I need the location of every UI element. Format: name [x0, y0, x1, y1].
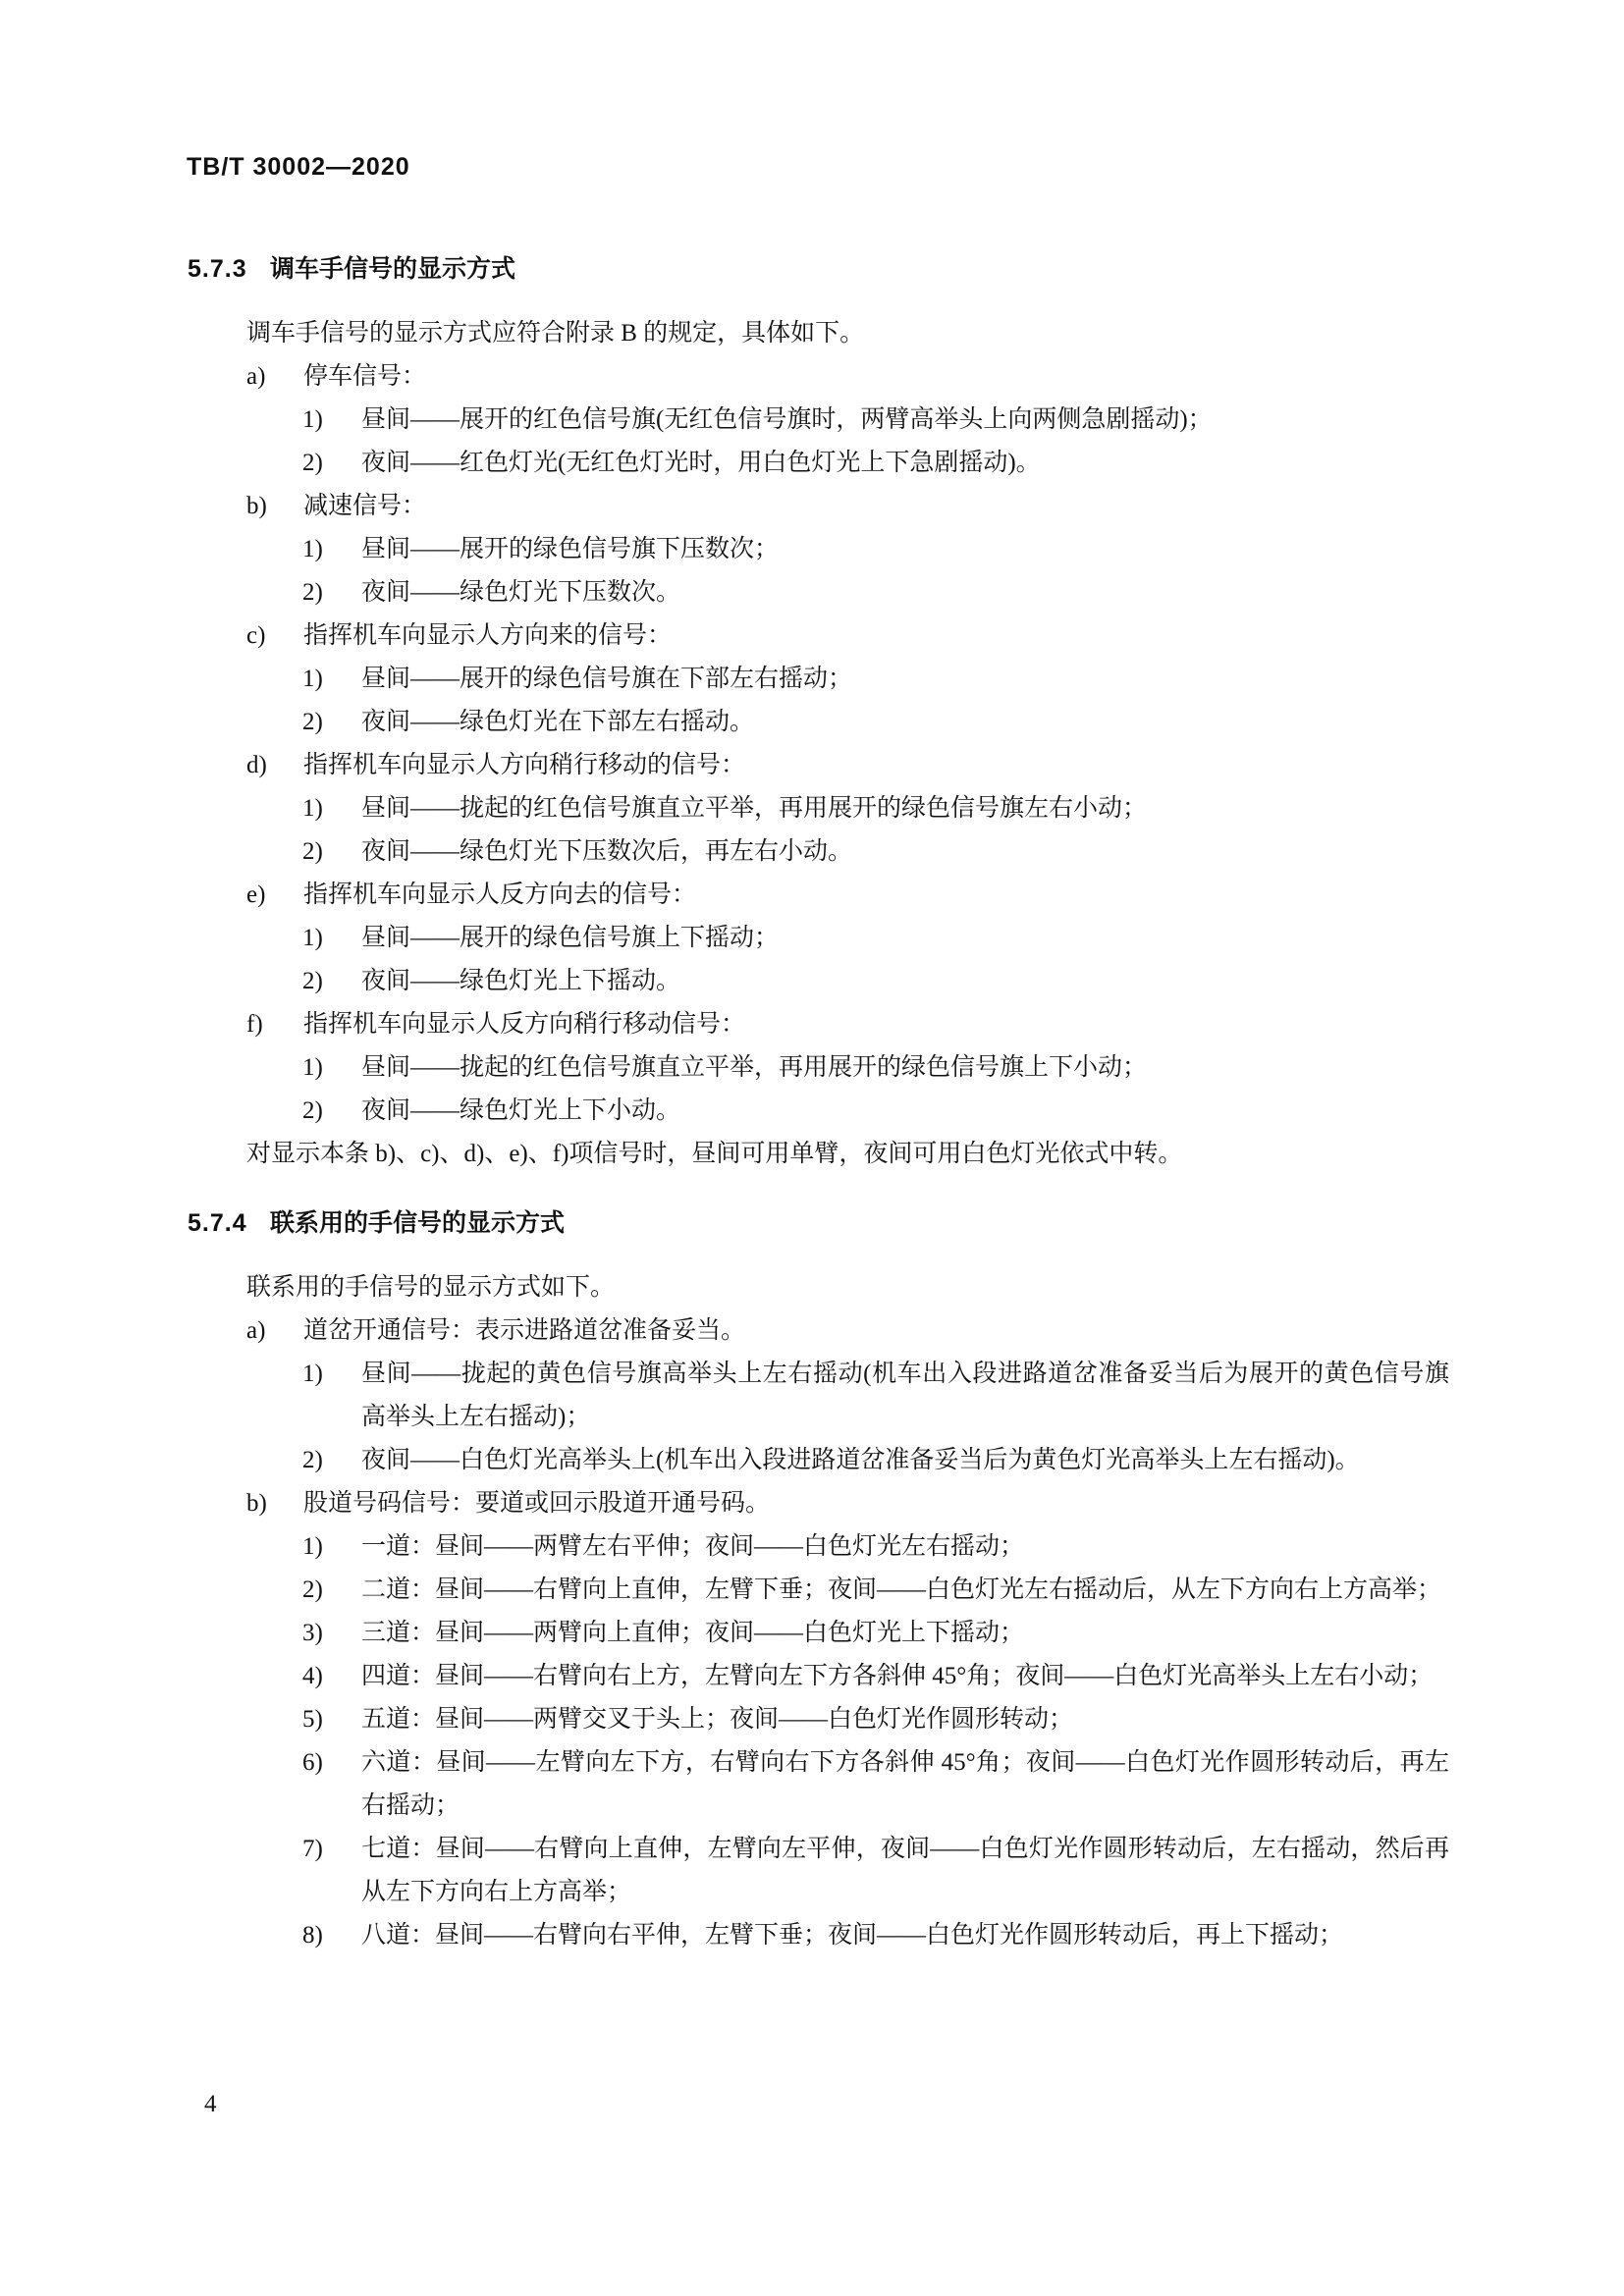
- sub-list-item: [188, 1439, 1449, 1482]
- list-item: [188, 485, 1449, 528]
- sub-item-label: 2): [302, 968, 323, 994]
- sub-list-item: [188, 442, 1449, 485]
- item-label: a): [246, 1317, 266, 1344]
- sub-item-text: 昼间——拢起的红色信号旗直立平举，再用展开的绿色信号旗左右小动；: [361, 795, 1148, 822]
- sub-list-item: [188, 1090, 1449, 1133]
- document-header: TB/T 30002—2020: [187, 153, 410, 181]
- sub-item-label: 1): [302, 1533, 323, 1560]
- sub-list-item: [188, 1525, 1449, 1569]
- sub-item-text: 四道：昼间——右臂向右上方，左臂向左下方各斜伸 45°角；夜间——白色灯光高举头上左右小动；: [361, 1663, 1434, 1689]
- item-text: 指挥机车向显示人反方向去的信号：: [303, 881, 697, 908]
- item-text: 指挥机车向显示人反方向稍行移动信号：: [303, 1011, 746, 1038]
- sub-item-text: 夜间——绿色灯光在下部左右摇动。: [361, 709, 755, 735]
- sub-item-label: 6): [302, 1749, 323, 1776]
- sub-item-label: 1): [302, 536, 323, 562]
- sub-item-text: 夜间——绿色灯光上下小动。: [361, 1097, 681, 1124]
- sub-item-label: 3): [302, 1620, 323, 1646]
- page-number: 4: [204, 2091, 217, 2117]
- sub-item-label: 2): [302, 709, 323, 735]
- list-item: [188, 614, 1449, 658]
- sub-list-item: [188, 1046, 1449, 1090]
- sub-list-item: [188, 399, 1449, 442]
- sub-item-text: 夜间——红色灯光(无红色灯光时，用白色灯光上下急剧摇动)。: [361, 450, 1041, 476]
- sub-item-label: 2): [302, 1447, 323, 1473]
- sub-list-item: [188, 1655, 1449, 1698]
- item-label: e): [246, 881, 266, 908]
- sub-list-item: [188, 1741, 1449, 1828]
- item-text: 指挥机车向显示人方向稍行移动的信号：: [303, 752, 746, 778]
- sub-list-item: [188, 658, 1449, 701]
- sub-item-label: 1): [302, 406, 323, 433]
- sub-list-item: [188, 528, 1449, 571]
- item-label: b): [246, 1490, 267, 1517]
- sub-item-text: 五道：昼间——两臂交叉于头上；夜间——白色灯光作圆形转动；: [361, 1706, 1074, 1733]
- section-intro: 联系用的手信号的显示方式如下。: [246, 1274, 616, 1301]
- item-text: 道岔开通信号：表示进路道岔准备妥当。: [303, 1317, 746, 1344]
- sub-item-text: 七道：昼间——右臂向上直伸，左臂向左平伸，夜间——白色灯光作圆形转动后，左右摇动，然后再从左下方向右上方高举；: [361, 1836, 1449, 1905]
- sub-list-item: [188, 1569, 1449, 1612]
- sub-item-text: 一道：昼间——两臂左右平伸；夜间——白色灯光左右摇动；: [361, 1533, 1025, 1560]
- list-item: [188, 874, 1449, 917]
- sub-item-label: 2): [302, 1097, 323, 1124]
- sub-item-label: 5): [302, 1706, 323, 1733]
- sub-item-text: 夜间——白色灯光高举头上(机车出入段进路道岔准备妥当后为黄色灯光高举头上左右摇动)。: [361, 1447, 1360, 1473]
- sub-item-label: 8): [302, 1922, 323, 1949]
- sub-item-text: 六道：昼间——左臂向左下方，右臂向右下方各斜伸 45°角；夜间——白色灯光作圆形转动后，再左右摇动；: [361, 1749, 1449, 1819]
- sub-list-item: [188, 960, 1449, 1003]
- sub-item-text: 八道：昼间——右臂向右平伸，左臂下垂；夜间——白色灯光作圆形转动后，再上下摇动；: [361, 1922, 1344, 1949]
- sub-item-text: 昼间——拢起的红色信号旗直立平举，再用展开的绿色信号旗上下小动；: [361, 1054, 1148, 1081]
- section-heading-5-7-3: [188, 247, 1449, 291]
- item-label: b): [246, 493, 267, 519]
- sub-item-text: 昼间——拢起的黄色信号旗高举头上左右摇动(机车出入段进路道岔准备妥当后为展开的黄色信号旗高举头上左右摇动)；: [361, 1361, 1449, 1430]
- list-item: [188, 1003, 1449, 1046]
- sub-item-text: 夜间——绿色灯光上下摇动。: [361, 968, 681, 994]
- sub-list-item: [188, 787, 1449, 830]
- sub-item-label: 2): [302, 579, 323, 606]
- sub-item-text: 昼间——展开的红色信号旗(无红色信号旗时，两臂高举头上向两侧急剧摇动)；: [361, 406, 1213, 433]
- sub-item-text: 夜间——绿色灯光下压数次。: [361, 579, 681, 606]
- item-text: 停车信号：: [303, 363, 427, 390]
- sub-item-label: 4): [302, 1663, 323, 1689]
- section-5-7-3-items: [188, 355, 1449, 1133]
- section-number: 5.7.4: [188, 1209, 247, 1237]
- page-content: [188, 247, 1449, 1957]
- item-label: a): [246, 363, 266, 390]
- section-heading-5-7-4: [188, 1201, 1449, 1245]
- sub-item-label: 2): [302, 450, 323, 476]
- sub-item-text: 三道：昼间——两臂向上直伸；夜间——白色灯光上下摇动；: [361, 1620, 1025, 1646]
- section-number: 5.7.3: [188, 255, 247, 283]
- section-note: 对显示本条 b)、c)、d)、e)、f)项信号时，昼间可用单臂，夜间可用白色灯光依式中转。: [246, 1141, 1183, 1167]
- sub-item-label: 1): [302, 1361, 323, 1387]
- list-item: [188, 1482, 1449, 1525]
- list-item: [188, 744, 1449, 787]
- sub-item-text: 昼间——展开的绿色信号旗在下部左右摇动；: [361, 666, 853, 692]
- sub-item-text: 昼间——展开的绿色信号旗上下摇动；: [361, 925, 780, 951]
- list-item: [188, 355, 1449, 399]
- sub-item-text: 二道：昼间——右臂向上直伸，左臂下垂；夜间——白色灯光左右摇动后，从左下方向右上方高举；: [361, 1576, 1442, 1603]
- sub-item-text: 夜间——绿色灯光下压数次后，再左右小动。: [361, 838, 853, 865]
- sub-list-item: [188, 571, 1449, 614]
- sub-item-text: 昼间——展开的绿色信号旗下压数次；: [361, 536, 780, 562]
- sub-list-item: [188, 830, 1449, 874]
- sub-list-item: [188, 1353, 1449, 1439]
- section-intro: 调车手信号的显示方式应符合附录 B 的规定，具体如下。: [246, 320, 865, 347]
- sub-item-label: 1): [302, 666, 323, 692]
- sub-item-label: 2): [302, 1576, 323, 1603]
- sub-item-label: 2): [302, 838, 323, 865]
- section-title: 联系用的手信号的显示方式: [270, 1209, 566, 1237]
- item-text: 股道号码信号：要道或回示股道开通号码。: [303, 1490, 771, 1517]
- section-title: 调车手信号的显示方式: [270, 255, 516, 283]
- sub-item-label: 1): [302, 1054, 323, 1081]
- sub-item-label: 1): [302, 795, 323, 822]
- sub-item-label: 7): [302, 1836, 323, 1862]
- sub-list-item: [188, 1914, 1449, 1957]
- section-5-7-4-items: [188, 1309, 1449, 1957]
- sub-list-item: [188, 1612, 1449, 1655]
- item-label: c): [246, 622, 266, 649]
- sub-list-item: [188, 701, 1449, 744]
- sub-list-item: [188, 1828, 1449, 1914]
- item-label: f): [246, 1011, 263, 1038]
- sub-list-item: [188, 917, 1449, 960]
- sub-item-label: 1): [302, 925, 323, 951]
- list-item: [188, 1309, 1449, 1353]
- item-text: 指挥机车向显示人方向来的信号：: [303, 622, 673, 649]
- item-label: d): [246, 752, 267, 778]
- sub-list-item: [188, 1698, 1449, 1741]
- item-text: 减速信号：: [303, 493, 427, 519]
